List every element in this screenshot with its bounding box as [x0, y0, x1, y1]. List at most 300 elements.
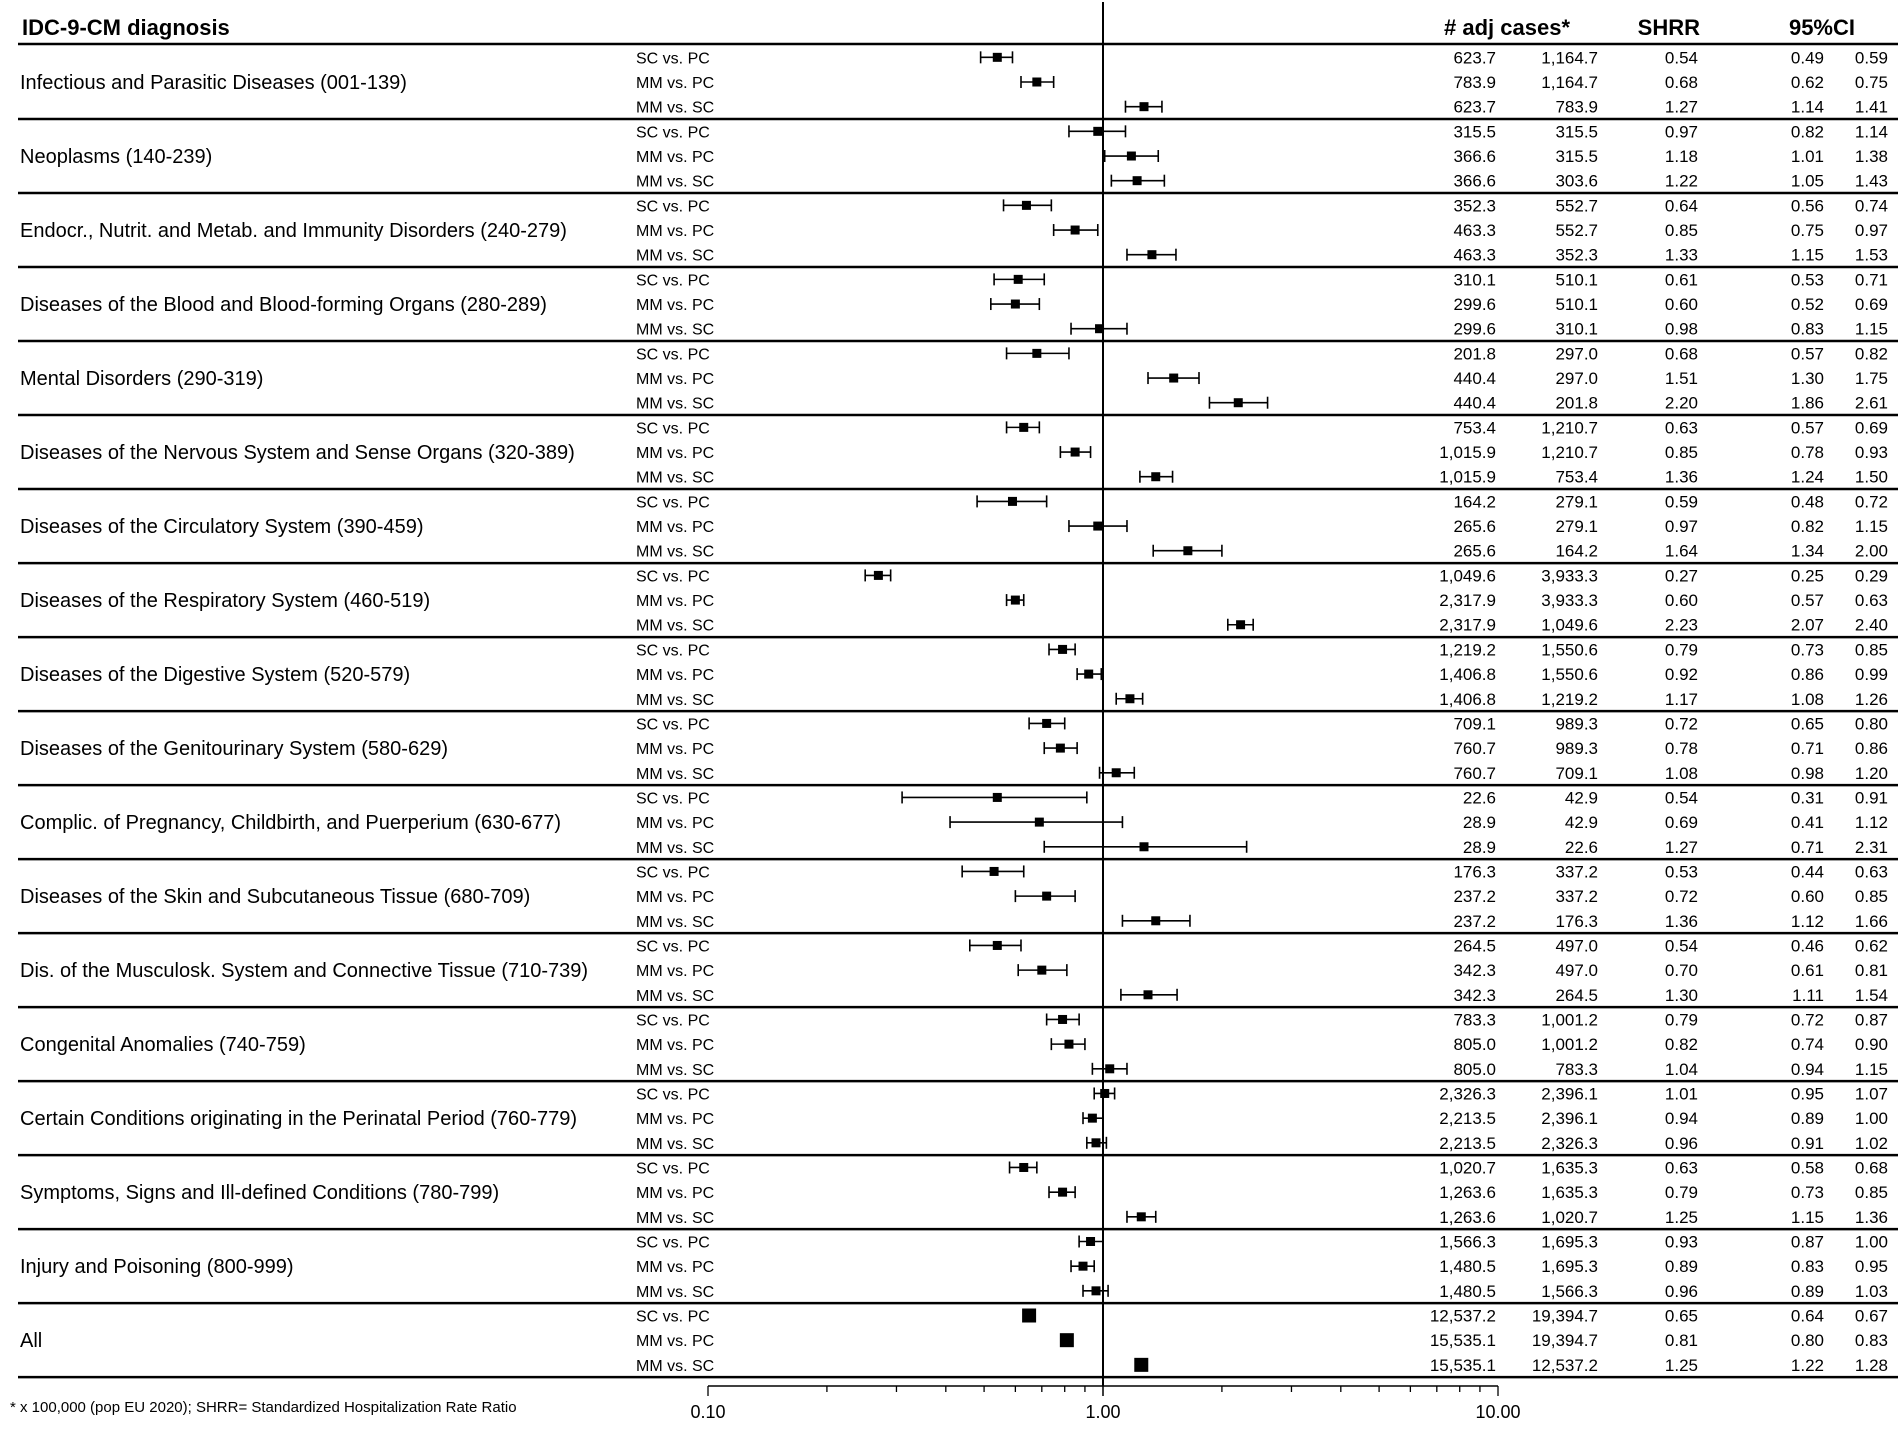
- adj-cases-b: 1,164.7: [1541, 48, 1598, 68]
- adj-cases-b: 315.5: [1555, 147, 1598, 167]
- comparison-label: MM vs. SC: [636, 617, 715, 635]
- shrr-value: 0.54: [1664, 788, 1698, 808]
- ci-high-value: 0.63: [1854, 591, 1888, 611]
- ci-low-value: 2.07: [1790, 615, 1824, 635]
- group-3: [20, 196, 1888, 264]
- table-row: [636, 1060, 1888, 1079]
- adj-cases-a: 2,326.3: [1439, 1084, 1496, 1104]
- shrr-value: 0.89: [1664, 1257, 1698, 1277]
- comparison-label: SC vs. PC: [636, 864, 710, 882]
- ci-high-value: 0.85: [1854, 887, 1888, 907]
- adj-cases-b: 3,933.3: [1541, 566, 1598, 586]
- adj-cases-a: 366.6: [1453, 171, 1496, 191]
- ci-low-value: 1.05: [1790, 171, 1824, 191]
- point-estimate: [1011, 596, 1020, 605]
- ci-low-value: 1.08: [1790, 689, 1824, 709]
- group-18: [20, 1307, 1888, 1375]
- shrr-value: 0.96: [1664, 1281, 1698, 1301]
- adj-cases-a: 805.0: [1453, 1035, 1496, 1055]
- point-estimate: [1234, 398, 1243, 407]
- group-14: [20, 1010, 1888, 1078]
- table-row: [636, 1183, 1888, 1202]
- ci-low-value: 0.82: [1790, 122, 1824, 142]
- table-row: [636, 739, 1888, 758]
- table-row: [636, 468, 1888, 487]
- diagnosis-label: Dis. of the Musculosk. System and Connective Tissue (710-739): [20, 960, 589, 983]
- shrr-value: 0.59: [1664, 492, 1698, 512]
- ci-high-value: 1.20: [1854, 763, 1888, 783]
- comparison-label: MM vs. PC: [636, 371, 715, 389]
- table-row: [636, 1331, 1888, 1350]
- comparison-label: SC vs. PC: [636, 494, 710, 512]
- shrr-value: 0.70: [1664, 961, 1698, 981]
- ci-low-value: 0.57: [1790, 344, 1824, 364]
- adj-cases-a: 2,213.5: [1439, 1109, 1496, 1129]
- adj-cases-b: 264.5: [1555, 985, 1598, 1005]
- adj-cases-a: 201.8: [1453, 344, 1496, 364]
- diagnosis-label: Certain Conditions originating in the Perinatal Period (760-779): [20, 1108, 577, 1131]
- ci-high-value: 0.99: [1854, 665, 1888, 685]
- point-estimate: [1093, 127, 1102, 136]
- shrr-value: 0.98: [1664, 319, 1698, 339]
- adj-cases-a: 22.6: [1462, 788, 1496, 808]
- adj-cases-a: 463.3: [1453, 221, 1496, 241]
- ci-high-value: 1.15: [1854, 1059, 1888, 1079]
- shrr-value: 1.64: [1664, 541, 1698, 561]
- group-13: [20, 936, 1888, 1004]
- adj-cases-b: 1,210.7: [1541, 418, 1598, 438]
- ci-low-value: 0.91: [1790, 1133, 1824, 1153]
- ci-low-value: 0.78: [1790, 443, 1824, 463]
- adj-cases-a: 1,480.5: [1439, 1257, 1496, 1277]
- table-row: [636, 147, 1888, 166]
- adj-cases-a: 265.6: [1453, 541, 1496, 561]
- point-estimate: [1100, 1089, 1109, 1098]
- adj-cases-b: 297.0: [1555, 369, 1598, 389]
- diagnosis-label: Neoplasms (140-239): [20, 146, 213, 169]
- table-row: [636, 591, 1888, 610]
- point-estimate: [1091, 1138, 1100, 1147]
- comparison-label: SC vs. PC: [636, 50, 710, 68]
- adj-cases-b: 303.6: [1555, 171, 1598, 191]
- table-row: [636, 1109, 1888, 1128]
- adj-cases-b: 1,210.7: [1541, 443, 1598, 463]
- diagnosis-label: Symptoms, Signs and Ill-defined Conditions (780-799): [20, 1182, 500, 1205]
- table-row: [636, 394, 1888, 413]
- point-estimate: [1071, 226, 1080, 235]
- adj-cases-b: 12,537.2: [1531, 1355, 1598, 1375]
- adj-cases-a: 2,213.5: [1439, 1133, 1496, 1153]
- table-row: [636, 912, 1888, 931]
- table-row: [636, 961, 1888, 980]
- ci-low-value: 0.44: [1790, 862, 1824, 882]
- group-16: [20, 1158, 1888, 1226]
- shrr-value: 0.94: [1664, 1109, 1698, 1129]
- ci-high-value: 1.38: [1854, 147, 1888, 167]
- point-estimate: [1008, 497, 1017, 506]
- ci-high-value: 1.15: [1854, 517, 1888, 537]
- table-row: [636, 344, 1888, 363]
- comparison-label: SC vs. PC: [636, 1086, 710, 1104]
- adj-cases-b: 3,933.3: [1541, 591, 1598, 611]
- point-estimate: [1019, 1163, 1028, 1172]
- comparison-label: MM vs. PC: [636, 149, 715, 167]
- shrr-value: 0.79: [1664, 640, 1698, 660]
- comparison-label: MM vs. SC: [636, 395, 715, 413]
- diagnosis-label: Complic. of Pregnancy, Childbirth, and Puerperium (630-677): [20, 812, 562, 835]
- ci-high-value: 0.85: [1854, 1183, 1888, 1203]
- shrr-value: 1.30: [1664, 985, 1698, 1005]
- comparison-label: SC vs. PC: [636, 124, 710, 142]
- comparison-label: MM vs. SC: [636, 321, 715, 339]
- point-estimate: [1112, 768, 1121, 777]
- table-row: [636, 813, 1888, 832]
- point-estimate: [1071, 448, 1080, 457]
- ci-high-value: 1.50: [1854, 467, 1888, 487]
- point-estimate: [1137, 1212, 1146, 1221]
- shrr-value: 0.68: [1664, 344, 1698, 364]
- table-row: [636, 838, 1888, 857]
- ci-high-value: 1.07: [1854, 1084, 1888, 1104]
- shrr-value: 2.23: [1664, 615, 1698, 635]
- adj-cases-b: 1,020.7: [1541, 1207, 1598, 1227]
- ci-high-value: 0.90: [1854, 1035, 1888, 1055]
- ci-high-value: 1.54: [1854, 985, 1888, 1005]
- point-estimate: [874, 571, 883, 580]
- point-estimate: [1042, 892, 1051, 901]
- adj-cases-b: 42.9: [1564, 813, 1598, 833]
- ci-high-value: 0.81: [1854, 961, 1888, 981]
- ci-high-value: 0.95: [1854, 1257, 1888, 1277]
- ci-high-value: 1.26: [1854, 689, 1888, 709]
- shrr-value: 1.36: [1664, 911, 1698, 931]
- shrr-value: 0.82: [1664, 1035, 1698, 1055]
- comparison-label: SC vs. PC: [636, 938, 710, 956]
- ci-low-value: 0.65: [1790, 714, 1824, 734]
- adj-cases-b: 22.6: [1564, 837, 1598, 857]
- ci-low-value: 1.12: [1790, 911, 1824, 931]
- ci-high-value: 1.14: [1854, 122, 1888, 142]
- point-estimate: [1183, 546, 1192, 555]
- table-row: [636, 542, 1888, 561]
- ci-high-value: 1.00: [1854, 1232, 1888, 1252]
- point-estimate: [993, 793, 1002, 802]
- adj-cases-b: 1,219.2: [1541, 689, 1598, 709]
- ci-high-value: 0.67: [1854, 1306, 1888, 1326]
- adj-cases-b: 783.3: [1555, 1059, 1598, 1079]
- adj-cases-a: 440.4: [1453, 393, 1496, 413]
- comparison-label: MM vs. SC: [636, 247, 715, 265]
- shrr-value: 0.69: [1664, 813, 1698, 833]
- adj-cases-b: 753.4: [1555, 467, 1598, 487]
- shrr-value: 1.04: [1664, 1059, 1698, 1079]
- point-estimate: [1147, 250, 1156, 259]
- comparison-label: MM vs. PC: [636, 297, 715, 315]
- point-estimate: [1133, 176, 1142, 185]
- diagnosis-label: Injury and Poisoning (800-999): [20, 1256, 294, 1279]
- ci-high-value: 1.53: [1854, 245, 1888, 265]
- shrr-value: 0.97: [1664, 517, 1698, 537]
- adj-cases-b: 1,635.3: [1541, 1183, 1598, 1203]
- point-estimate: [1236, 620, 1245, 629]
- header-ci: 95%CI: [1788, 15, 1855, 40]
- ci-low-value: 1.11: [1792, 985, 1824, 1005]
- shrr-value: 0.54: [1664, 48, 1698, 68]
- point-estimate: [1084, 670, 1093, 679]
- ci-low-value: 0.82: [1790, 517, 1824, 537]
- point-estimate: [1140, 102, 1149, 111]
- adj-cases-b: 279.1: [1555, 517, 1598, 537]
- diagnosis-label: Infectious and Parasitic Diseases (001-139): [20, 72, 407, 95]
- ci-low-value: 0.60: [1790, 887, 1824, 907]
- ci-high-value: 1.15: [1854, 319, 1888, 339]
- adj-cases-a: 783.9: [1453, 73, 1496, 93]
- comparison-label: MM vs. SC: [636, 987, 715, 1005]
- summary-point-estimate: [1060, 1333, 1074, 1347]
- adj-cases-a: 463.3: [1453, 245, 1496, 265]
- group-4: [20, 270, 1888, 338]
- point-estimate: [1064, 1040, 1073, 1049]
- adj-cases-b: 19,394.7: [1531, 1306, 1598, 1326]
- ci-low-value: 0.86: [1790, 665, 1824, 685]
- diagnosis-label: Endocr., Nutrit. and Metab. and Immunity Disorders (240-279): [20, 220, 567, 243]
- point-estimate: [1088, 1114, 1097, 1123]
- point-estimate: [1151, 472, 1160, 481]
- shrr-value: 1.17: [1664, 689, 1698, 709]
- comparison-label: MM vs. PC: [636, 593, 715, 611]
- adj-cases-a: 709.1: [1453, 714, 1496, 734]
- ci-high-value: 0.83: [1854, 1331, 1888, 1351]
- comparison-label: MM vs. PC: [636, 963, 715, 981]
- ci-low-value: 0.73: [1790, 1183, 1824, 1203]
- table-row: [636, 640, 1888, 659]
- table-row: [636, 196, 1888, 215]
- group-11: [20, 788, 1888, 856]
- table-row: [636, 566, 1888, 585]
- shrr-value: 1.27: [1664, 97, 1698, 117]
- comparison-label: MM vs. PC: [636, 1333, 715, 1351]
- comparison-label: SC vs. PC: [636, 790, 710, 808]
- comparison-label: MM vs. PC: [636, 223, 715, 241]
- adj-cases-a: 2,317.9: [1439, 615, 1496, 635]
- adj-cases-b: 1,164.7: [1541, 73, 1598, 93]
- table-row: [636, 98, 1888, 117]
- ci-low-value: 1.15: [1790, 245, 1824, 265]
- shrr-value: 0.60: [1664, 295, 1698, 315]
- diagnosis-label: Diseases of the Circulatory System (390-459): [20, 516, 424, 539]
- shrr-value: 1.18: [1664, 147, 1698, 167]
- table-row: [636, 1158, 1888, 1177]
- adj-cases-a: 352.3: [1453, 196, 1496, 216]
- adj-cases-a: 237.2: [1453, 911, 1496, 931]
- ci-high-value: 0.74: [1854, 196, 1888, 216]
- ci-low-value: 0.80: [1790, 1331, 1824, 1351]
- table-row: [636, 1232, 1888, 1251]
- ci-low-value: 0.49: [1790, 48, 1824, 68]
- adj-cases-a: 1,480.5: [1439, 1281, 1496, 1301]
- shrr-value: 1.36: [1664, 467, 1698, 487]
- diagnosis-label: Diseases of the Digestive System (520-579): [20, 664, 411, 687]
- comparison-label: MM vs. PC: [636, 667, 715, 685]
- adj-cases-b: 1,001.2: [1541, 1010, 1598, 1030]
- ci-low-value: 0.98: [1790, 763, 1824, 783]
- comparison-label: SC vs. PC: [636, 1308, 710, 1326]
- ci-low-value: 0.61: [1790, 961, 1824, 981]
- ci-low-value: 0.57: [1790, 418, 1824, 438]
- ci-high-value: 1.00: [1854, 1109, 1888, 1129]
- table-row: [636, 1134, 1888, 1153]
- ci-low-value: 0.73: [1790, 640, 1824, 660]
- adj-cases-b: 19,394.7: [1531, 1331, 1598, 1351]
- table-row: [636, 48, 1888, 67]
- comparison-label: SC vs. PC: [636, 1234, 710, 1252]
- header-shrr: SHRR: [1637, 15, 1700, 40]
- point-estimate: [1091, 1286, 1100, 1295]
- ci-low-value: 0.87: [1790, 1232, 1824, 1252]
- point-estimate: [1093, 522, 1102, 531]
- table-row: [636, 1035, 1888, 1054]
- adj-cases-a: 342.3: [1453, 985, 1496, 1005]
- adj-cases-a: 1,219.2: [1439, 640, 1496, 660]
- ci-low-value: 0.52: [1790, 295, 1824, 315]
- ci-high-value: 0.69: [1854, 418, 1888, 438]
- diagnosis-label: Diseases of the Blood and Blood-forming Organs (280-289): [20, 294, 547, 317]
- point-estimate: [1019, 423, 1028, 432]
- comparison-label: SC vs. PC: [636, 272, 710, 290]
- adj-cases-b: 2,396.1: [1541, 1084, 1598, 1104]
- adj-cases-a: 623.7: [1453, 48, 1496, 68]
- ci-low-value: 0.95: [1790, 1084, 1824, 1104]
- comparison-label: MM vs. SC: [636, 765, 715, 783]
- shrr-value: 0.97: [1664, 122, 1698, 142]
- point-estimate: [1032, 349, 1041, 358]
- table-row: [636, 887, 1888, 906]
- comparison-label: MM vs. SC: [636, 99, 715, 117]
- ci-low-value: 0.74: [1790, 1035, 1824, 1055]
- summary-point-estimate: [1022, 1309, 1036, 1323]
- ci-low-value: 0.71: [1790, 837, 1824, 857]
- adj-cases-b: 497.0: [1555, 936, 1598, 956]
- comparison-label: SC vs. PC: [636, 1160, 710, 1178]
- point-estimate: [1014, 275, 1023, 284]
- ci-low-value: 0.25: [1790, 566, 1824, 586]
- group-6: [20, 418, 1888, 486]
- x-tick-label: 0.10: [690, 1402, 726, 1422]
- ci-low-value: 0.71: [1790, 739, 1824, 759]
- adj-cases-a: 366.6: [1453, 147, 1496, 167]
- table-row: [636, 1010, 1888, 1029]
- group-9: [20, 640, 1888, 708]
- comparison-label: MM vs. SC: [636, 839, 715, 857]
- point-estimate: [1058, 1188, 1067, 1197]
- table-row: [636, 665, 1888, 684]
- shrr-value: 0.54: [1664, 936, 1698, 956]
- table-row: [636, 1282, 1888, 1301]
- point-estimate: [1086, 1237, 1095, 1246]
- adj-cases-a: 1,015.9: [1439, 443, 1496, 463]
- shrr-value: 0.81: [1664, 1331, 1698, 1351]
- group-1: [20, 48, 1888, 116]
- group-15: [20, 1084, 1888, 1152]
- adj-cases-a: 310.1: [1453, 270, 1496, 290]
- shrr-value: 1.22: [1664, 171, 1698, 191]
- shrr-value: 1.08: [1664, 763, 1698, 783]
- point-estimate: [1037, 966, 1046, 975]
- adj-cases-b: 176.3: [1555, 911, 1598, 931]
- ci-low-value: 0.64: [1790, 1306, 1824, 1326]
- adj-cases-b: 2,396.1: [1541, 1109, 1598, 1129]
- comparison-label: MM vs. PC: [636, 445, 715, 463]
- adj-cases-b: 337.2: [1555, 887, 1598, 907]
- group-12: [20, 862, 1888, 930]
- point-estimate: [1011, 300, 1020, 309]
- ci-low-value: 1.30: [1790, 369, 1824, 389]
- shrr-value: 0.92: [1664, 665, 1698, 685]
- ci-high-value: 1.36: [1854, 1207, 1888, 1227]
- footnote: * x 100,000 (pop EU 2020); SHRR= Standardized Hospitalization Rate Ratio: [10, 1399, 517, 1416]
- ci-low-value: 1.22: [1790, 1355, 1824, 1375]
- ci-low-value: 1.15: [1790, 1207, 1824, 1227]
- shrr-value: 1.25: [1664, 1207, 1698, 1227]
- point-estimate: [993, 53, 1002, 62]
- shrr-value: 0.85: [1664, 221, 1698, 241]
- comparison-label: MM vs. SC: [636, 1283, 715, 1301]
- point-estimate: [1127, 152, 1136, 161]
- comparison-label: MM vs. PC: [636, 519, 715, 537]
- table-row: [636, 369, 1888, 388]
- ci-high-value: 0.68: [1854, 1158, 1888, 1178]
- shrr-value: 0.68: [1664, 73, 1698, 93]
- ci-high-value: 1.75: [1854, 369, 1888, 389]
- ci-high-value: 0.86: [1854, 739, 1888, 759]
- shrr-value: 0.53: [1664, 862, 1698, 882]
- comparison-label: MM vs. SC: [636, 913, 715, 931]
- shrr-value: 1.01: [1664, 1084, 1698, 1104]
- comparison-label: SC vs. PC: [636, 1012, 710, 1030]
- comparison-label: SC vs. PC: [636, 716, 710, 734]
- adj-cases-a: 15,535.1: [1429, 1331, 1496, 1351]
- adj-cases-a: 315.5: [1453, 122, 1496, 142]
- comparison-label: MM vs. SC: [636, 1357, 715, 1375]
- shrr-value: 0.85: [1664, 443, 1698, 463]
- table-row: [636, 320, 1888, 339]
- ci-high-value: 0.91: [1854, 788, 1888, 808]
- shrr-value: 1.27: [1664, 837, 1698, 857]
- ci-low-value: 1.14: [1790, 97, 1824, 117]
- shrr-value: 0.72: [1664, 714, 1698, 734]
- ci-high-value: 1.02: [1854, 1133, 1888, 1153]
- ci-high-value: 0.69: [1854, 295, 1888, 315]
- ci-high-value: 0.63: [1854, 862, 1888, 882]
- comparison-label: MM vs. SC: [636, 1061, 715, 1079]
- adj-cases-a: 1,566.3: [1439, 1232, 1496, 1252]
- ci-high-value: 0.72: [1854, 492, 1888, 512]
- ci-low-value: 0.89: [1790, 1281, 1824, 1301]
- ci-low-value: 0.83: [1790, 319, 1824, 339]
- table-row: [636, 418, 1888, 437]
- shrr-value: 0.79: [1664, 1183, 1698, 1203]
- adj-cases-b: 989.3: [1555, 714, 1598, 734]
- ci-low-value: 0.62: [1790, 73, 1824, 93]
- point-estimate: [1042, 719, 1051, 728]
- shrr-value: 0.72: [1664, 887, 1698, 907]
- diagnosis-label: Diseases of the Skin and Subcutaneous Tissue (680-709): [20, 886, 531, 909]
- ci-high-value: 0.62: [1854, 936, 1888, 956]
- adj-cases-a: 265.6: [1453, 517, 1496, 537]
- comparison-label: SC vs. PC: [636, 642, 710, 660]
- point-estimate: [990, 867, 999, 876]
- ci-high-value: 2.00: [1854, 541, 1888, 561]
